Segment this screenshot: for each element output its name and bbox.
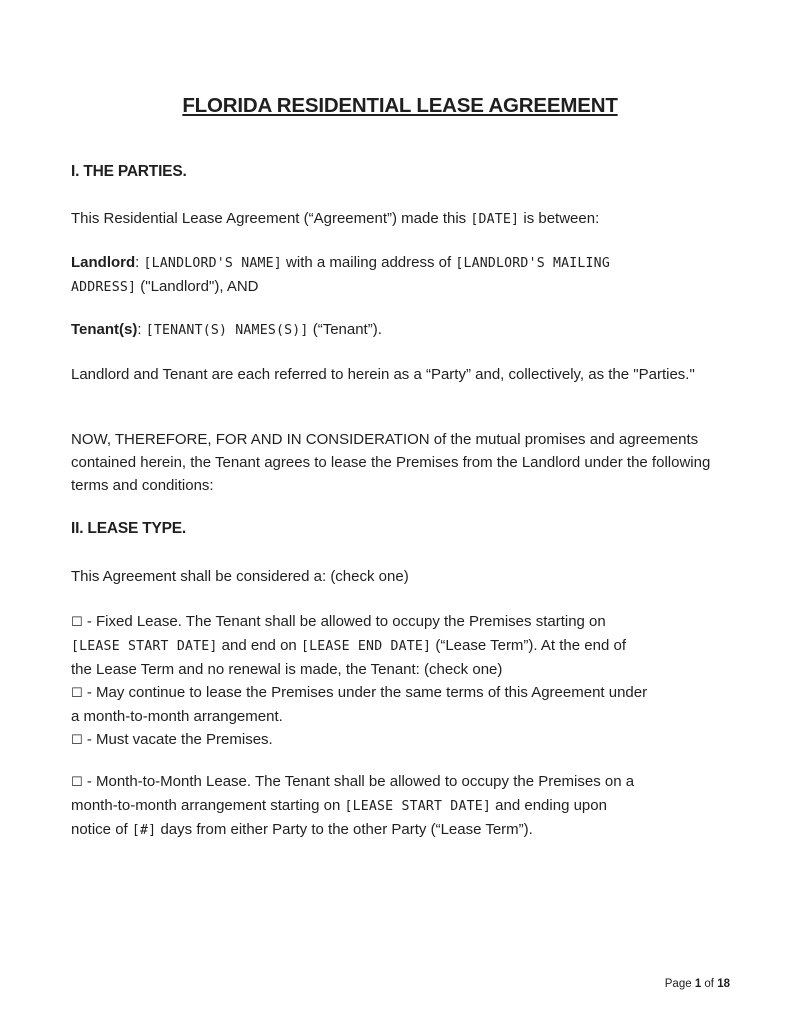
checkbox-monthly-icon[interactable]: ☐ — [71, 775, 83, 790]
fixed-mid-text: and end on — [217, 637, 301, 654]
fixed-lease-text: - Fixed Lease. The Tenant shall be allowed to occupy the Premises starting on — [82, 613, 606, 630]
section-heading-parties: I. THE PARTIES. — [71, 163, 187, 180]
consideration-paragraph: NOW, THEREFORE, FOR AND IN CONSIDERATION of the mutual promises and agreements contained herein, the Tenant agrees to lease the Premises from the Landlord under the following terms and conditions: — [71, 431, 711, 494]
notice-days-field: [#] — [131, 823, 157, 838]
collective-paragraph: Landlord and Tenant are each referred to herein as a “Party” and, collectively, as the "Parties." — [71, 366, 695, 383]
landlord-mid-text: with a mailing address of — [281, 254, 456, 271]
monthly-line3-post: days from either Party to the other Party (“Lease Term”). — [156, 821, 533, 838]
tenant-post-text: (“Tenant”). — [308, 321, 382, 338]
document-title: FLORIDA RESIDENTIAL LEASE AGREEMENT — [182, 94, 618, 117]
monthly-line2-pre: month-to-month arrangement starting on — [71, 797, 345, 814]
intro-text-post: is between: — [519, 210, 600, 227]
checkbox-fixed-icon[interactable]: ☐ — [71, 615, 83, 630]
monthly-text: - Month-to-Month Lease. The Tenant shall be allowed to occupy the Premises on a — [82, 773, 635, 790]
option-continue-text: - May continue to lease the Premises under the same terms of this Agreement under — [82, 684, 648, 701]
page-total: 18 — [717, 978, 730, 990]
landlord-post-text: ("Landlord"), AND — [136, 278, 259, 295]
page-word: Page — [664, 978, 695, 990]
landlord-address-field-cont: ADDRESS] — [71, 280, 137, 295]
intro-text-pre: This Residential Lease Agreement (“Agreement”) made this — [71, 210, 471, 227]
page-num: 1 — [694, 978, 702, 990]
tenant-names-field: [TENANT(S) NAMES(S)] — [145, 323, 309, 338]
checkbox-continue-icon[interactable]: ☐ — [71, 686, 83, 701]
lease-end-field: [LEASE END DATE] — [300, 639, 432, 654]
month-to-month-option — [71, 770, 731, 842]
section-heading-lease-type: II. LEASE TYPE. — [71, 520, 186, 537]
of-word: of — [701, 978, 718, 990]
lease-type-intro: This Agreement shall be considered a: (check one) — [71, 568, 409, 585]
landlord-label: Landlord — [71, 254, 136, 271]
checkbox-vacate-icon[interactable]: ☐ — [71, 733, 83, 748]
fixed-lease-option — [71, 610, 731, 752]
fixed-line3-text: the Lease Term and no renewal is made, the Tenant: (check one) — [71, 661, 503, 678]
landlord-colon: : — [135, 254, 144, 271]
tenant-clause — [71, 318, 731, 342]
landlord-clause — [71, 251, 731, 299]
tenant-colon: : — [137, 321, 146, 338]
fixed-post-text: (“Lease Term”). At the end of — [431, 637, 626, 654]
monthly-start-field: [LEASE START DATE] — [344, 799, 491, 814]
monthly-line2-post: and ending upon — [491, 797, 607, 814]
parties-intro — [71, 207, 731, 231]
landlord-name-field: [LANDLORD'S NAME] — [143, 256, 282, 271]
page-number — [665, 978, 730, 990]
option-continue-text-cont: a month-to-month arrangement. — [71, 708, 283, 725]
option-vacate-text: - Must vacate the Premises. — [82, 731, 273, 748]
tenant-label: Tenant(s) — [71, 321, 138, 338]
landlord-address-field: [LANDLORD'S MAILING — [455, 256, 610, 271]
lease-start-field: [LEASE START DATE] — [71, 639, 218, 654]
date-field: [DATE] — [470, 212, 520, 227]
monthly-line3-pre: notice of — [71, 821, 132, 838]
